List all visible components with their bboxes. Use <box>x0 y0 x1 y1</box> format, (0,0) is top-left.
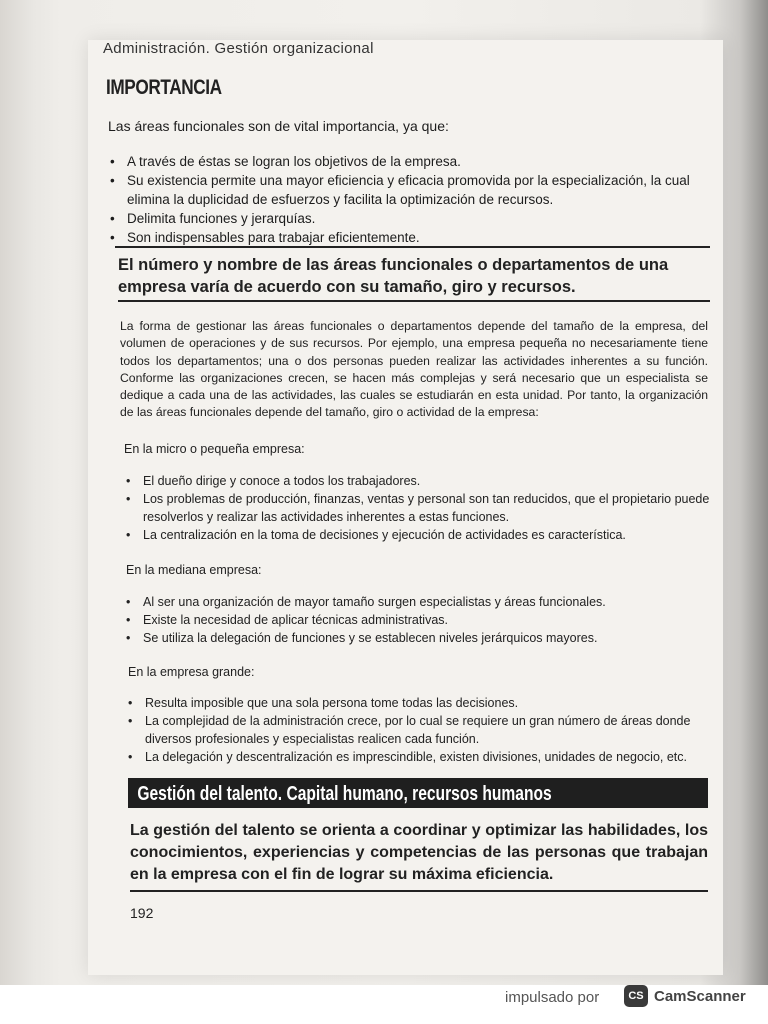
page-number: 192 <box>130 905 154 921</box>
section-title: IMPORTANCIA <box>106 76 222 99</box>
list-item: • Los problemas de producción, finanzas, ventas y personal son tan reducidos, que el propietario puede resolverlos y realizar las actividades inherentes a estas funciones. <box>126 490 710 526</box>
micro-list <box>126 472 710 544</box>
section-banner <box>128 778 708 808</box>
list-item: • Son indispensables para trabajar eficientemente. <box>110 228 710 247</box>
list-item: • La delegación y descentralización es imprescindible, existen divisiones, unidades de negocio, etc. <box>128 748 710 766</box>
scanner-footer <box>0 985 768 1024</box>
mediana-list <box>126 593 710 647</box>
divider <box>118 300 710 302</box>
banner-title: Gestión del talento. Capital humano, recursos humanos <box>137 783 552 805</box>
divider <box>130 890 708 892</box>
camscanner-brand: CamScanner <box>654 988 746 1005</box>
talent-statement: La gestión del talento se orienta a coordinar y optimizar las habilidades, los conocimientos, experiencias y competencias de las personas que trabajan en la empresa con el fin de lograr su máxima eficiencia. <box>130 822 708 883</box>
mediana-heading: En la mediana empresa: <box>126 563 262 577</box>
list-item: • Al ser una organización de mayor tamaño surgen especialistas y áreas funcionales. <box>126 593 710 611</box>
divider <box>115 246 710 248</box>
list-item: • El dueño dirige y conoce a todos los trabajadores. <box>126 472 710 490</box>
list-item: • Resulta imposible que una sola persona tome todas las decisiones. <box>128 694 710 712</box>
list-item: • Existe la necesidad de aplicar técnicas administrativas. <box>126 611 710 629</box>
body-paragraph: La forma de gestionar las áreas funcionales o departamentos depende del tamaño de la empresa, del volumen de operaciones y de sus recursos. Por ejemplo, una empresa pequeña no necesariamente tiene todos los departamentos; una o dos personas pueden realizar las actividades inherentes a su función. Conforme las organizaciones crecen, se hacen más complejas y será necesario que un especialista se dedique a cada una de las actividades, las cuales se estudiarán en esta unidad. Por tanto, la organización de las áreas funcionales depende del tamaño, giro o actividad de la empresa: <box>120 319 708 420</box>
list-item: • La centralización en la toma de decisiones y ejecución de actividades es característica. <box>126 526 710 544</box>
camscanner-logo-icon: CS <box>624 985 648 1007</box>
running-header: Administración. Gestión organizacional <box>103 40 374 57</box>
intro-text: Las áreas funcionales son de vital importancia, ya que: <box>108 118 449 134</box>
grande-heading: En la empresa grande: <box>128 665 255 679</box>
list-item: • La complejidad de la administración crece, por lo cual se requiere un gran número de áreas donde diversos profesionales y especialistas realicen cada función. <box>128 712 710 748</box>
importance-list <box>110 152 710 247</box>
powered-by-text: impulsado por <box>505 989 600 1006</box>
list-item: • Se utiliza la delegación de funciones y se establecen niveles jerárquicos mayores. <box>126 629 710 647</box>
list-item: • A través de éstas se logran los objetivos de la empresa. <box>110 152 710 171</box>
grande-list <box>128 694 710 766</box>
list-item: • Su existencia permite una mayor eficiencia y eficacia promovida por la especialización, la cual elimina la duplicidad de esfuerzos y facilita la optimización de recursos. <box>110 171 710 209</box>
highlight-statement: El número y nombre de las áreas funcionales o departamentos de una empresa varía de acuerdo con su tamaño, giro y recursos. <box>118 256 669 296</box>
list-item: • Delimita funciones y jerarquías. <box>110 209 710 228</box>
micro-heading: En la micro o pequeña empresa: <box>124 442 305 456</box>
